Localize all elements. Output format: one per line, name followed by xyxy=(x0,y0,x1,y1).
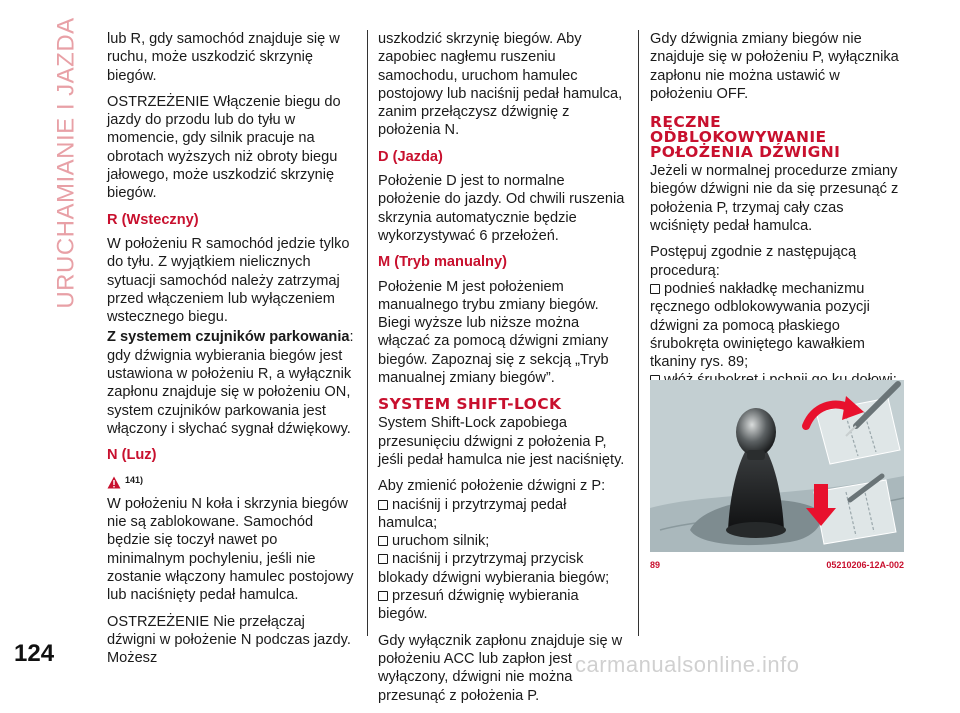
heading-drive: D (Jazda) xyxy=(378,148,443,165)
paragraph: Postępuj zgodnie z następującą procedurą: xyxy=(650,244,857,279)
list-item: naciśnij i przytrzymaj przycisk blokady dźwigni wybierania biegów; xyxy=(378,551,610,586)
paragraph: Aby zmienić położenie dźwigni z P: xyxy=(378,478,606,495)
bullet-list xyxy=(378,496,628,624)
checkbox-bullet-icon xyxy=(378,500,388,510)
warning-reference xyxy=(107,471,357,489)
paragraph: lub R, gdy samochód znajduje się w ruchu, może uszkodzić skrzynię biegów. xyxy=(107,31,340,84)
page-number: 124 xyxy=(14,640,55,667)
checkbox-bullet-icon xyxy=(378,536,388,546)
warning-paragraph: OSTRZEŻENIE Włączenie biegu do jazdy do przodu lub do tyłu w momencie, gdy silnik pracuje na obrotach wyższych niż obroty biegu jałowego, może uszkodzić skrzynię biegów. xyxy=(107,93,341,202)
paragraph: uszkodzić skrzynię biegów. Aby zapobiec nagłemu ruszeniu samochodu, uruchom hamulec postojowy lub naciśnij pedał hamulca, zanim przełączysz dźwignię z położenia N. xyxy=(378,31,623,139)
watermark: carmanualsonline.info xyxy=(575,652,800,677)
checkbox-bullet-icon xyxy=(650,284,660,294)
paragraph: Położenie M jest położeniem manualnego trybu zmiany biegów. Biegi wyższe lub niższe można włączać za pomocą dźwigni zmiany biegów. Zapoznaj się z sekcją „Tryb manualnej zmiany biegów”. xyxy=(378,278,609,387)
figure-gear-lever-release xyxy=(650,380,904,552)
heading-manual-mode: M (Tryb manualny) xyxy=(378,254,507,271)
figure-code: 05210206-12A-002 xyxy=(826,560,904,570)
parking-sensors-lead: Z systemem czujników parkowania xyxy=(107,329,350,346)
text-column-2 xyxy=(378,30,628,713)
paragraph: Jeżeli w normalnej procedurze zmiany biegów dźwigni nie da się przesunąć z położenia P, trzymaj cały czas wciśnięty pedał hamulca. xyxy=(650,163,899,235)
list-item: uruchom silnik; xyxy=(378,532,628,550)
paragraph: W położeniu R samochód jedzie tylko do tyłu. Z wyjątkiem nielicznych sytuacji samochód należy zatrzymaj przed włączeniem lub wyłączeniem wstecznego biegu. xyxy=(107,235,350,326)
heading-neutral: N (Luz) xyxy=(107,447,157,464)
paragraph: Położenie D jest to normalne położenie do jazdy. Od chwili ruszenia skrzynia automatycznie będzie wykorzystywać 6 przełożeń. xyxy=(378,173,625,244)
column-divider-right xyxy=(638,30,639,636)
checkbox-bullet-icon xyxy=(378,591,388,601)
list-item: naciśnij i przytrzymaj pedał hamulca; xyxy=(378,496,567,531)
side-chapter-title: URUCHAMIANIE I JAZDA xyxy=(53,17,81,309)
text-column-3 xyxy=(650,30,905,390)
figure-caption xyxy=(650,560,904,570)
paragraph: Gdy wyłącznik zapłonu znajduje się w położeniu ACC lub zapłon jest wyłączony, dźwigni nie można przesunąć z położenia P. xyxy=(378,632,623,704)
heading-reverse: R (Wsteczny) xyxy=(107,211,199,228)
paragraph: W położeniu N koła i skrzynia biegów nie są zablokowane. Samochód będzie się toczył nawet po minimalnym pochyleniu, jeśli nie zostanie włączony hamulec postojowy lub naciśnięty pedał hamulca. xyxy=(107,495,354,604)
gear-lever-illustration xyxy=(650,380,904,552)
parking-sensors-colon: : xyxy=(349,329,354,346)
text-column-1 xyxy=(107,30,357,676)
bullet-list xyxy=(650,280,905,390)
list-item: podnieś nakładkę mechanizmu ręcznego odblokowywania pozycji dźwigni za pomocą płaskiego śrubokręta owiniętego kawałkiem tkaniny rys. 89; xyxy=(650,280,870,371)
paragraph: System Shift-Lock zapobiega przesunięciu dźwigni z położenia P, jeśli pedał hamulca nie jest naciśnięty. xyxy=(378,415,625,468)
paragraph: Gdy dźwignia zmiany biegów nie znajduje się w położeniu P, wyłącznika zapłonu nie można ustawić w położeniu OFF. xyxy=(650,31,899,102)
paragraph-parking-sensors xyxy=(107,328,357,438)
section-heading-manual-release: RĘCZNE ODBLOKOWYWANIE POŁOŻENIA DŹWIGNI xyxy=(650,113,841,162)
column-divider-left xyxy=(367,30,368,636)
warning-triangle-icon xyxy=(107,476,121,489)
section-heading-shift-lock: SYSTEM SHIFT-LOCK xyxy=(378,395,562,414)
parking-sensors-text: gdy dźwignia wybierania biegów jest ustawiona w położeniu R, a wyłącznik zapłonu znajduje się w położeniu ON, system czujników parkowania jest włączony i słychać sygnał dźwiękowy. xyxy=(107,347,352,437)
side-chapter-tab xyxy=(50,17,84,309)
warning-paragraph: OSTRZEŻENIE Nie przełączaj dźwigni w położenie N podczas jazdy. Możesz xyxy=(107,613,351,667)
warning-reference-number: 141) xyxy=(125,474,144,485)
checkbox-bullet-icon xyxy=(378,554,388,564)
figure-number: 89 xyxy=(650,560,661,570)
list-item: przesuń dźwignię wybierania biegów. xyxy=(378,588,579,623)
